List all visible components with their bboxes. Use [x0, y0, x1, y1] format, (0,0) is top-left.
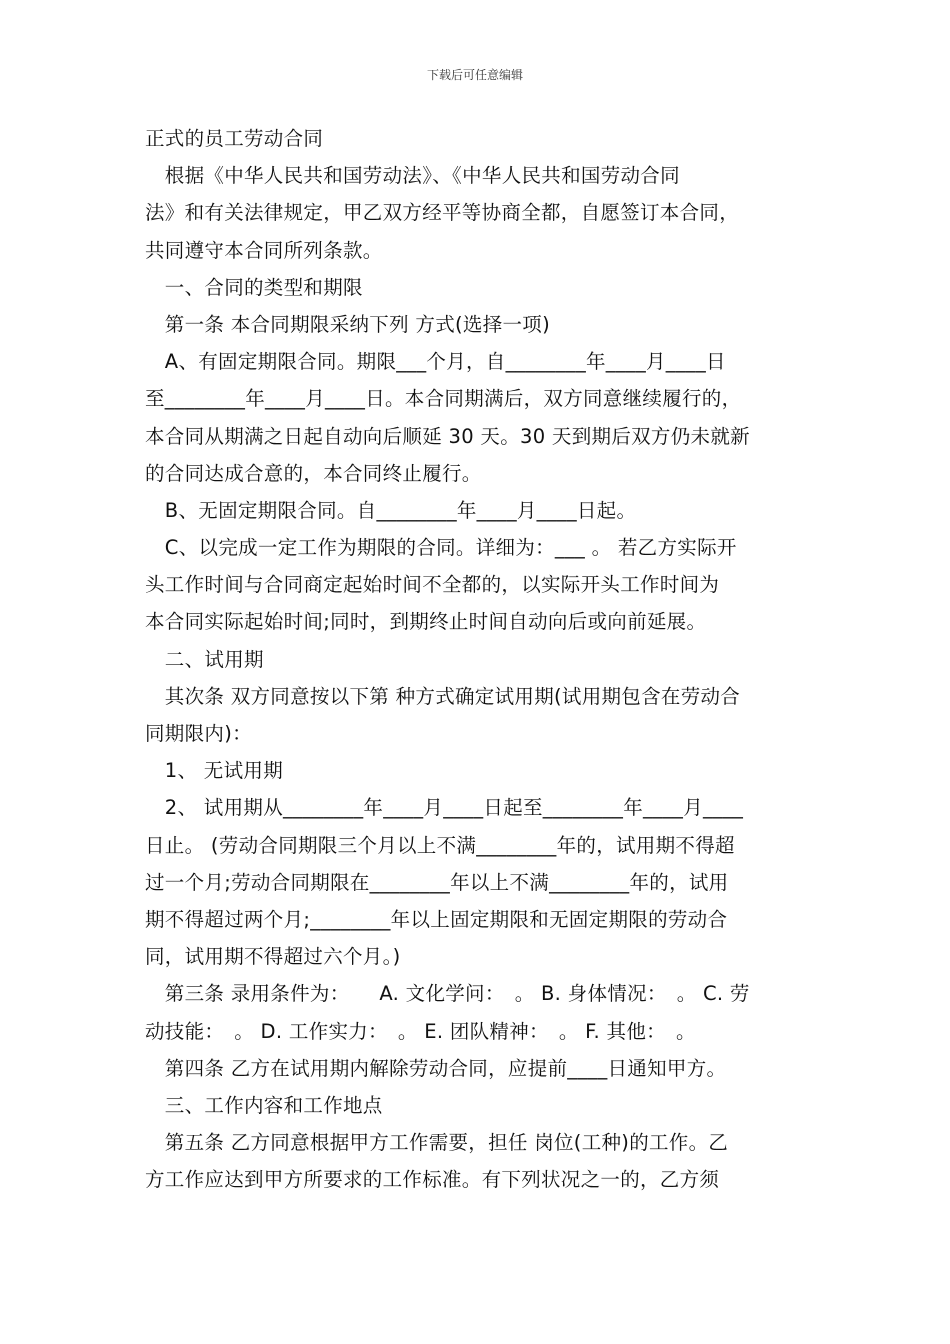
text-line: A、有固定期限合同。期限___个月，自________年____月____日 — [145, 350, 726, 374]
text-line: 同，试用期不得超过六个月。) — [145, 945, 401, 969]
section-heading: 一、合同的类型和期限 — [145, 275, 363, 299]
text-line: 的合同达成合意的，本合同终止履行。 — [145, 461, 482, 485]
header-note: 下载后可任意编辑 — [426, 68, 523, 82]
text-line: 法》和有关法律规定，甲乙双方经平等协商全都，自愿签订本合同， — [145, 201, 740, 225]
text-line: 日止。 (劳动合同期限三个月以上不满________年的，试用期不得超 — [145, 833, 735, 857]
text-line: 2、 试用期从________年____月____日起至________年____月____ — [145, 796, 744, 820]
text-line: B、无固定期限合同。自________年____月____日起。 — [145, 498, 637, 522]
text-line: 方工作应达到甲方所要求的工作标准。有下列状况之一的，乙方须 — [145, 1168, 720, 1192]
text-line: 第四条 乙方在试用期内解除劳动合同，应提前____日通知甲方。 — [145, 1056, 727, 1080]
text-line: 本合同实际起始时间;同时，到期终止时间自动向后或向前延展。 — [145, 610, 707, 634]
section-heading: 二、试用期 — [145, 647, 264, 671]
text-line: 根据《中华人民共和国劳动法》、《中华人民共和国劳动合同 — [145, 164, 680, 188]
section-heading: 三、工作内容和工作地点 — [145, 1093, 383, 1117]
text-line: 共同遵守本合同所列条款。 — [145, 238, 383, 262]
text-line: 1、 无试用期 — [145, 759, 284, 783]
text-line: 其次条 双方同意按以下第 种方式确定试用期(试用期包含在劳动合 — [145, 684, 741, 708]
text-line: 本合同从期满之日起自动向后顺延 30 天。30 天到期后双方仍未就新 — [145, 424, 750, 448]
text-line: 动技能： 。 D. 工作实力： 。 E. 团队精神： 。 F. 其他： 。 — [145, 1019, 696, 1043]
text-line: 同期限内)： — [145, 722, 252, 745]
text-line: 第一条 本合同期限采纳下列 方式(选择一项) — [145, 312, 551, 336]
text-line: 第五条 乙方同意根据甲方工作需要，担任 岗位(工种)的工作。乙 — [145, 1131, 729, 1155]
text-line: 头工作时间与合同商定起始时间不全都的，以实际开头工作时间为 — [145, 573, 720, 597]
contract-body — [145, 120, 810, 1198]
text-line: 至________年____月____日。本合同期满后，双方同意继续履行的， — [145, 387, 742, 411]
text-line: 第三条 录用条件为： A. 文化学问： 。 B. 身体情况： 。 C. 劳 — [145, 982, 750, 1006]
text-line: 期不得超过两个月;________年以上固定期限和无固定期限的劳动合 — [145, 907, 728, 931]
document-title: 正式的员工劳动合同 — [145, 127, 324, 150]
text-line: C、以完成一定工作为期限的合同。详细为：___ 。 若乙方实际开 — [145, 536, 737, 560]
text-line: 过一个月;劳动合同期限在________年以上不满________年的，试用 — [145, 870, 729, 894]
